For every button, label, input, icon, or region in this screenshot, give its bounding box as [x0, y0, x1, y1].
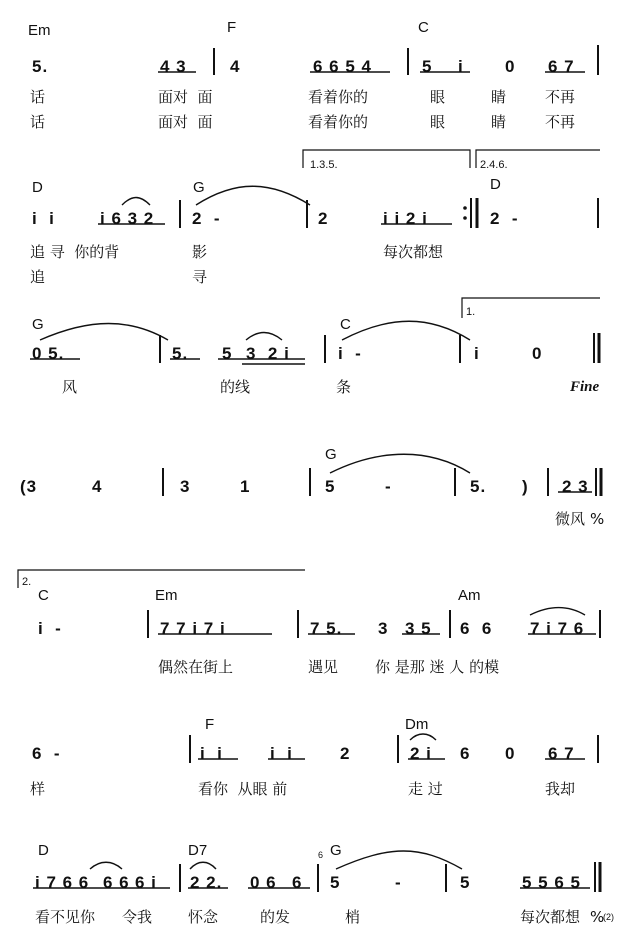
jianpu-notes: 2 - [192, 209, 221, 228]
jianpu-notes: - [385, 477, 392, 496]
grace-note: 6 [318, 850, 324, 860]
segno-sign: % [590, 908, 605, 926]
jianpu-notes: i i 2 i [383, 209, 428, 228]
volta-bracket [462, 298, 600, 318]
volta-label: 2.4.6. [480, 159, 508, 171]
repeat-dot [463, 216, 467, 220]
chord-symbol: C [38, 587, 49, 604]
chord-symbol: G [330, 842, 342, 859]
chord-symbol: D [38, 842, 49, 859]
chord-symbol: D7 [188, 842, 208, 859]
jianpu-notes: 2 2. [190, 873, 223, 892]
slur [40, 324, 168, 341]
jianpu-notes: i i [270, 744, 293, 763]
jianpu-notes: 7 7 i 7 i [160, 619, 226, 638]
lyric-text: 睛 [491, 113, 507, 131]
lyric-text: 风 [62, 378, 78, 396]
jianpu-notes: 0 [532, 344, 543, 363]
slur [336, 851, 462, 869]
slur [342, 321, 470, 340]
lyric-text: 话 [30, 88, 46, 106]
jianpu-notes: i 6 3 2 [100, 209, 155, 228]
chord-symbol: G [32, 316, 44, 333]
lyric-text: 的线 [220, 378, 251, 396]
lyric-text: 走 过 [408, 780, 443, 798]
segno-sign: (2) [603, 912, 614, 922]
chord-symbol: Em [28, 22, 51, 39]
jianpu-notes: i i [32, 209, 55, 228]
lyric-text: 的发 [260, 908, 291, 926]
jianpu-notes: 6 - [32, 744, 61, 763]
chord-symbol: Am [458, 587, 481, 604]
jianpu-notes: 3 2 i [246, 344, 290, 363]
lyric-text: 微风 [555, 510, 586, 528]
volta-bracket [303, 150, 470, 168]
jianpu-notes: 4 [230, 57, 241, 76]
slur [190, 862, 216, 869]
jianpu-notes: 3 5 [405, 619, 432, 638]
lyric-text: 寻 [192, 268, 208, 286]
slur [90, 862, 122, 869]
jianpu-notes: 6 7 [548, 744, 575, 763]
jianpu-notes: i [458, 57, 464, 76]
chord-symbol: Dm [405, 716, 429, 733]
jianpu-notes: 4 3 [160, 57, 187, 76]
jianpu-notes: 2 i [410, 744, 432, 763]
jianpu-notes: 6 [292, 873, 303, 892]
jianpu-notes: 2 [318, 209, 329, 228]
volta-label: 1.3.5. [310, 159, 338, 171]
jianpu-notes: 5 5 6 5 [522, 873, 581, 892]
jianpu-notes: 0 [505, 744, 516, 763]
chord-symbol: F [227, 19, 237, 36]
volta-bracket [18, 570, 305, 588]
lyric-text: 我却 [545, 780, 576, 798]
jianpu-notes: 5 [422, 57, 433, 76]
lyric-text: 偶然在街上 [158, 658, 234, 676]
jianpu-notes: 6 6 [103, 873, 130, 892]
jianpu-notes: 6 i [135, 873, 157, 892]
jianpu-notes: 0 [505, 57, 516, 76]
slur [246, 333, 282, 341]
jianpu-notes: 0 5. [32, 344, 65, 363]
jianpu-notes: 5. [172, 344, 189, 363]
jianpu-notes: (3 [20, 477, 38, 496]
jianpu-notes: i - [38, 619, 62, 638]
jianpu-notes: 3 [378, 619, 389, 638]
jianpu-notes: 6 7 [548, 57, 575, 76]
jianpu-notes: i [474, 344, 480, 363]
jianpu-notes: 5. [32, 57, 49, 76]
chord-symbol: C [418, 19, 429, 36]
slur [196, 186, 310, 205]
lyric-text: 话 [30, 113, 46, 131]
jianpu-notes: 7 i 7 6 [530, 619, 585, 638]
slur [330, 454, 470, 473]
jianpu-notes: 6 6 [460, 619, 493, 638]
lyric-text: 面对 面 [158, 88, 213, 106]
chord-symbol: F [205, 716, 215, 733]
slur [410, 734, 436, 740]
slur [122, 198, 150, 206]
lyric-text: 条 [336, 378, 352, 396]
chord-symbol: G [193, 179, 205, 196]
chord-symbol: G [325, 446, 337, 463]
lyric-text: 睛 [491, 88, 507, 106]
jianpu-notes: 0 6 [250, 873, 277, 892]
lyric-text: 看你 从眼 前 [198, 780, 288, 798]
chord-symbol: C [340, 316, 351, 333]
lyric-text: 怀念 [188, 908, 219, 926]
lyric-text: 你 是那 迷 人 的模 [375, 658, 500, 676]
jianpu-notes: i i [200, 744, 223, 763]
jianpu-notes: 2 [340, 744, 351, 763]
lyric-text: 遇见 [308, 658, 339, 676]
jianpu-notes: 3 [180, 477, 191, 496]
jianpu-notes: 1 [240, 477, 251, 496]
jianpu-notes: 6 [460, 744, 471, 763]
jianpu-notes: - [395, 873, 402, 892]
lyric-text: 每次都想 [520, 908, 581, 926]
fine-marker: Fine [570, 379, 600, 395]
jianpu-notes: i 7 6 6 [35, 873, 90, 892]
volta-label: 2. [22, 576, 32, 588]
chord-symbol: D [490, 176, 501, 193]
chord-symbol: D [32, 179, 43, 196]
volta-bracket [476, 150, 600, 168]
jianpu-notes: i - [338, 344, 362, 363]
jianpu-notes: ) [522, 477, 529, 496]
lyric-text: 梢 [345, 908, 361, 926]
volta-label: 1. [466, 306, 476, 318]
lyric-text: 追 寻 你的背 [30, 243, 120, 261]
jianpu-notes: 2 - [490, 209, 519, 228]
lyric-text: 不再 [545, 113, 576, 131]
jianpu-notes: 5 [222, 344, 233, 363]
segno-sign: % [590, 510, 605, 528]
jianpu-notes: 4 [92, 477, 103, 496]
jianpu-notes: 2 3 [562, 477, 589, 496]
lyric-text: 影 [192, 243, 208, 261]
jianpu-notes: 5 [330, 873, 341, 892]
lyric-text: 眼 [430, 113, 446, 131]
chord-symbol: Em [155, 587, 178, 604]
jianpu-notes: 7 5. [310, 619, 343, 638]
jianpu-notes: 5 [325, 477, 336, 496]
lyric-text: 眼 [430, 88, 446, 106]
slur [530, 608, 585, 616]
jianpu-notes: 5. [470, 477, 487, 496]
lyric-text: 不再 [545, 88, 576, 106]
lyric-text: 追 [30, 268, 46, 286]
lyric-text: 看着你的 [308, 113, 369, 131]
jianpu-notes: 5 [460, 873, 471, 892]
jianpu-notes: 6 6 5 4 [313, 57, 372, 76]
lyric-text: 样 [30, 780, 46, 798]
lyric-text: 看不见你 [35, 908, 96, 926]
repeat-dot [463, 206, 467, 210]
lyric-text: 令我 [122, 908, 153, 926]
lyric-text: 每次都想 [383, 243, 444, 261]
lyric-text: 面对 面 [158, 113, 213, 131]
lyric-text: 看着你的 [308, 88, 369, 106]
